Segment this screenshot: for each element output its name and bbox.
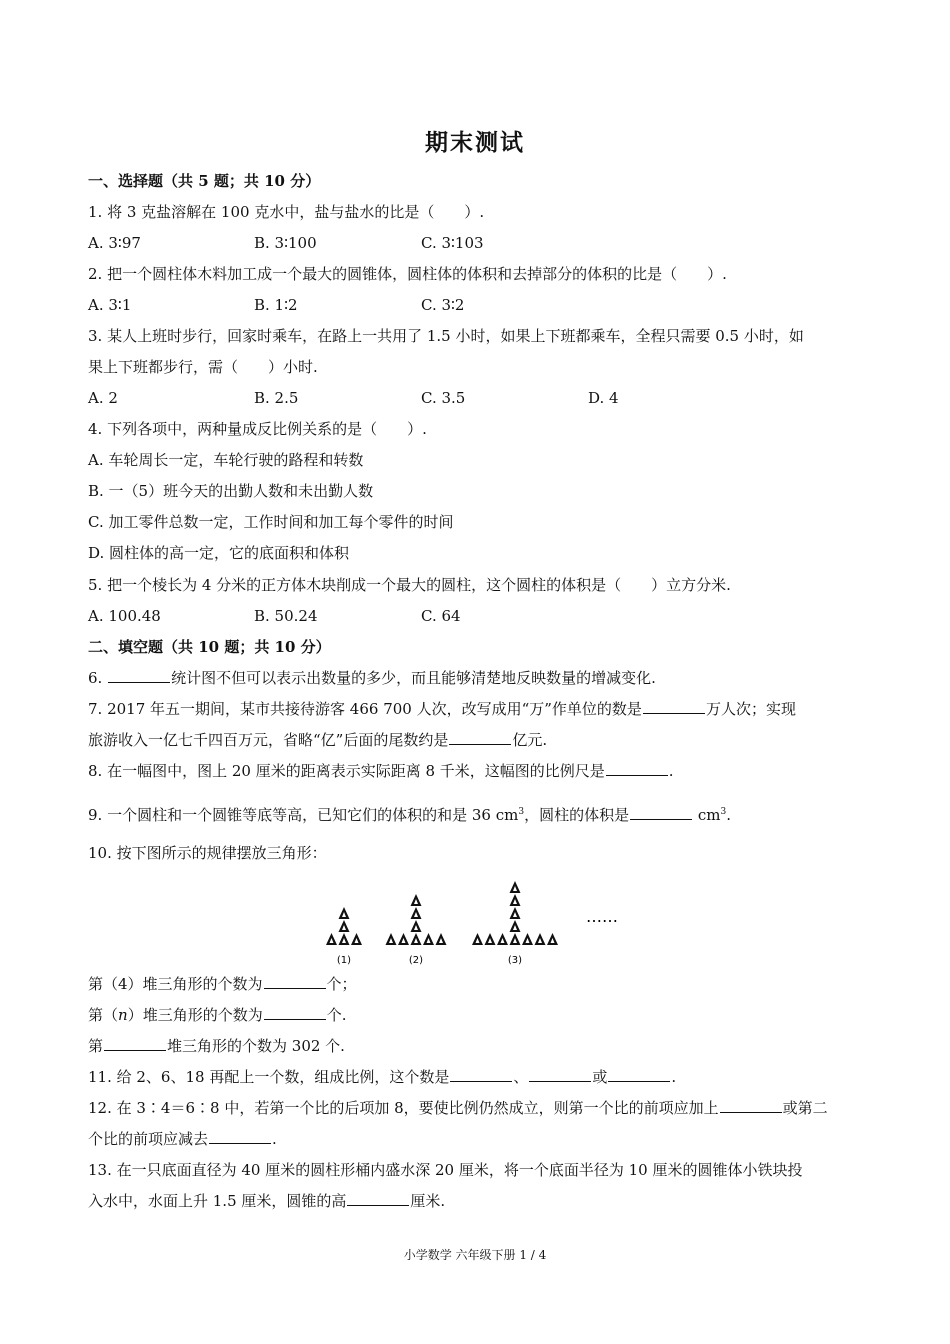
question-1: 1. 将 3 克盐溶解在 100 克水中，盐与盐水的比是（ ）. xyxy=(88,203,485,221)
q10-sub2-variable: n xyxy=(118,1006,128,1024)
q7-text-b: 万人次；实现 xyxy=(705,700,796,718)
answer-blank[interactable] xyxy=(643,699,705,714)
q9-text-a: 9. 一个圆柱和一个圆锥等底等高，已知它们的体积的和是 36 cm xyxy=(88,806,519,824)
question-9 xyxy=(88,802,868,825)
q5-option-b: B. 50.24 xyxy=(254,607,318,625)
answer-blank[interactable] xyxy=(630,805,692,820)
triangle-mark-pile-2-2 xyxy=(398,933,409,945)
q4-option-a: A. 车轮周长一定，车轮行驶的路程和转数 xyxy=(88,451,364,469)
q10-sub1-text-a: 第（4）堆三角形的个数为 xyxy=(88,975,263,993)
triangle-mark-pile-3-6 xyxy=(535,933,546,945)
q8-text-b: . xyxy=(668,762,674,780)
q1-option-c: C. 3∶103 xyxy=(421,234,484,252)
triangle-mark-pile-3-4 xyxy=(510,933,521,945)
triangle-mark-pile-1-1 xyxy=(326,933,337,945)
q12-text-d: . xyxy=(272,1130,277,1148)
triangle-mark-pile-3-2 xyxy=(485,933,496,945)
answer-blank[interactable] xyxy=(347,1191,409,1206)
triangle-mark-pile-3-3 xyxy=(497,933,508,945)
q11-text-c: 或 xyxy=(592,1068,608,1086)
q13-text-b: 厘米. xyxy=(410,1192,446,1210)
question-10: 10. 按下图所示的规律摆放三角形： xyxy=(88,844,327,862)
question-7-line-1 xyxy=(88,699,868,719)
question-7-line-2 xyxy=(88,730,868,750)
q11-text-a: 11. 给 2、6、18 再配上一个数，组成比例，这个数是 xyxy=(88,1068,450,1086)
question-2: 2. 把一个圆柱体木料加工成一个最大的圆锥体，圆柱体的体积和去掉部分的体积的比是（ ）. xyxy=(88,265,727,283)
q7-text-c: 旅游收入一亿七千四百万元，省略“亿”后面的尾数约是 xyxy=(88,731,449,749)
answer-blank[interactable] xyxy=(108,668,170,683)
question-4: 4. 下列各项中，两种量成反比例关系的是（ ）. xyxy=(88,420,427,438)
q1-option-b: B. 3∶100 xyxy=(254,234,317,252)
q3-option-b: B. 2.5 xyxy=(254,389,299,407)
page-title: 期末测试 xyxy=(425,129,525,156)
figure-ellipsis: …… xyxy=(586,907,618,926)
triangle-mark-pile-2-8 xyxy=(411,894,422,906)
answer-blank[interactable] xyxy=(264,974,326,989)
q10-sub3-text-b: 堆三角形的个数为 302 个. xyxy=(167,1037,345,1055)
q10-sub2-text-a: 第（ xyxy=(88,1006,119,1024)
triangle-mark-pile-1-3 xyxy=(351,933,362,945)
q11-text-d: . xyxy=(671,1068,677,1086)
q7-text-a: 7. 2017 年五一期间，某市共接待游客 466 700 人次，改写成用“万”作单位的数是 xyxy=(88,700,642,718)
q7-text-d: 亿元. xyxy=(512,731,548,749)
q4-option-c: C. 加工零件总数一定，工作时间和加工每个零件的时间 xyxy=(88,513,454,531)
question-10-sub-3 xyxy=(88,1036,868,1056)
question-13-line-1: 13. 在一只底面直径为 40 厘米的圆柱形桶内盛水深 20 厘米，将一个底面半径为 10 厘米的圆锥体小铁块投 xyxy=(88,1161,803,1179)
page-footer: 小学数学 六年级下册 1 / 4 xyxy=(403,1248,547,1262)
q3-option-c: C. 3.5 xyxy=(421,389,466,407)
answer-blank[interactable] xyxy=(606,761,668,776)
q6-prefix: 6. xyxy=(88,669,108,687)
q5-option-a: A. 100.48 xyxy=(88,607,161,625)
q2-option-a: A. 3∶1 xyxy=(88,296,132,314)
q9-text-d: . xyxy=(726,806,732,824)
triangle-mark-pile-2-1 xyxy=(386,933,397,945)
q3-option-d: D. 4 xyxy=(588,389,619,407)
q4-option-b: B. 一（5）班今天的出勤人数和未出勤人数 xyxy=(88,482,374,500)
q10-sub2-text-b: ）堆三角形的个数为 xyxy=(127,1006,263,1024)
section-choice-heading: 一、选择题（共 5 题；共 10 分） xyxy=(88,172,321,190)
triangle-mark-pile-3-5 xyxy=(522,933,533,945)
answer-blank[interactable] xyxy=(264,1005,326,1020)
triangle-mark-pile-3-1 xyxy=(472,933,483,945)
question-12-line-1 xyxy=(88,1098,868,1118)
triangle-mark-pile-1-2 xyxy=(339,933,350,945)
q5-option-c: C. 64 xyxy=(421,607,461,625)
triangle-pattern-figure xyxy=(318,870,638,970)
question-3-line-2: 果上下班都步行，需（ ）小时. xyxy=(88,358,318,376)
triangle-mark-pile-2-5 xyxy=(436,933,447,945)
q9-text-b: ，圆柱的体积是 xyxy=(524,806,630,824)
triangle-mark-pile-3-10 xyxy=(510,894,521,906)
triangle-mark-pile-2-6 xyxy=(411,920,422,932)
q13-text-a: 入水中，水面上升 1.5 厘米，圆锥的高 xyxy=(88,1192,347,1210)
triangle-mark-pile-2-7 xyxy=(411,907,422,919)
question-10-sub-2 xyxy=(88,1005,868,1025)
question-8 xyxy=(88,761,868,781)
triangle-mark-pile-1-4 xyxy=(339,920,350,932)
q10-sub2-text-c: 个. xyxy=(326,1006,347,1024)
triangle-mark-pile-3-9 xyxy=(510,907,521,919)
question-3-line-1: 3. 某人上班时步行，回家时乘车，在路上一共用了 1.5 小时，如果上下班都乘车，全程只需要 0.5 小时，如 xyxy=(88,327,804,345)
q9-text-c: cm xyxy=(693,806,721,824)
q11-text-b: 、 xyxy=(513,1068,529,1086)
answer-blank[interactable] xyxy=(529,1067,591,1082)
answer-blank[interactable] xyxy=(209,1129,271,1144)
answer-blank[interactable] xyxy=(104,1036,166,1051)
triangle-mark-pile-3-11 xyxy=(510,881,521,893)
question-12-line-2 xyxy=(88,1129,868,1149)
answer-blank[interactable] xyxy=(608,1067,670,1082)
q4-option-d: D. 圆柱体的高一定，它的底面积和体积 xyxy=(88,544,350,562)
figure-label-2: (2) xyxy=(408,955,424,966)
question-10-sub-1 xyxy=(88,974,868,994)
question-5: 5. 把一个棱长为 4 分米的正方体木块削成一个最大的圆柱，这个圆柱的体积是（ ）立方分米. xyxy=(88,576,731,594)
q1-option-a: A. 3∶97 xyxy=(88,234,141,252)
triangle-mark-pile-2-3 xyxy=(411,933,422,945)
q2-option-b: B. 1∶2 xyxy=(254,296,298,314)
q3-option-a: A. 2 xyxy=(88,389,118,407)
q8-text-a: 8. 在一幅图中，图上 20 厘米的距离表示实际距离 8 千米，这幅图的比例尺是 xyxy=(88,762,605,780)
figure-label-3: (3) xyxy=(507,955,523,966)
q6-text: 统计图不但可以表示出数量的多少，而且能够清楚地反映数量的增减变化. xyxy=(171,669,656,687)
question-11 xyxy=(88,1067,868,1087)
answer-blank[interactable] xyxy=(720,1098,782,1113)
q9-sup-2: 3 xyxy=(720,807,727,817)
answer-blank[interactable] xyxy=(450,1067,512,1082)
answer-blank[interactable] xyxy=(449,730,511,745)
triangle-mark-pile-2-4 xyxy=(423,933,434,945)
triangle-marks xyxy=(326,881,558,945)
q2-option-c: C. 3∶2 xyxy=(421,296,465,314)
q12-text-a: 12. 在 3∶4＝6∶8 中，若第一个比的后项加 8，要使比例仍然成立，则第一个比的前项应加上 xyxy=(88,1099,719,1117)
triangle-mark-pile-3-7 xyxy=(547,933,558,945)
question-13-line-2 xyxy=(88,1191,868,1211)
q10-sub3-text-a: 第 xyxy=(88,1037,104,1055)
q12-text-c: 个比的前项应减去 xyxy=(88,1130,209,1148)
figure-label-1: (1) xyxy=(336,955,352,966)
triangle-mark-pile-1-5 xyxy=(339,907,350,919)
q12-text-b: 或第二 xyxy=(782,1099,828,1117)
question-6 xyxy=(88,668,868,688)
q10-sub1-text-b: 个； xyxy=(326,975,357,993)
section-fill-heading: 二、填空题（共 10 题；共 10 分） xyxy=(88,638,331,656)
triangle-mark-pile-3-8 xyxy=(510,920,521,932)
q9-sup-1: 3 xyxy=(518,807,525,817)
